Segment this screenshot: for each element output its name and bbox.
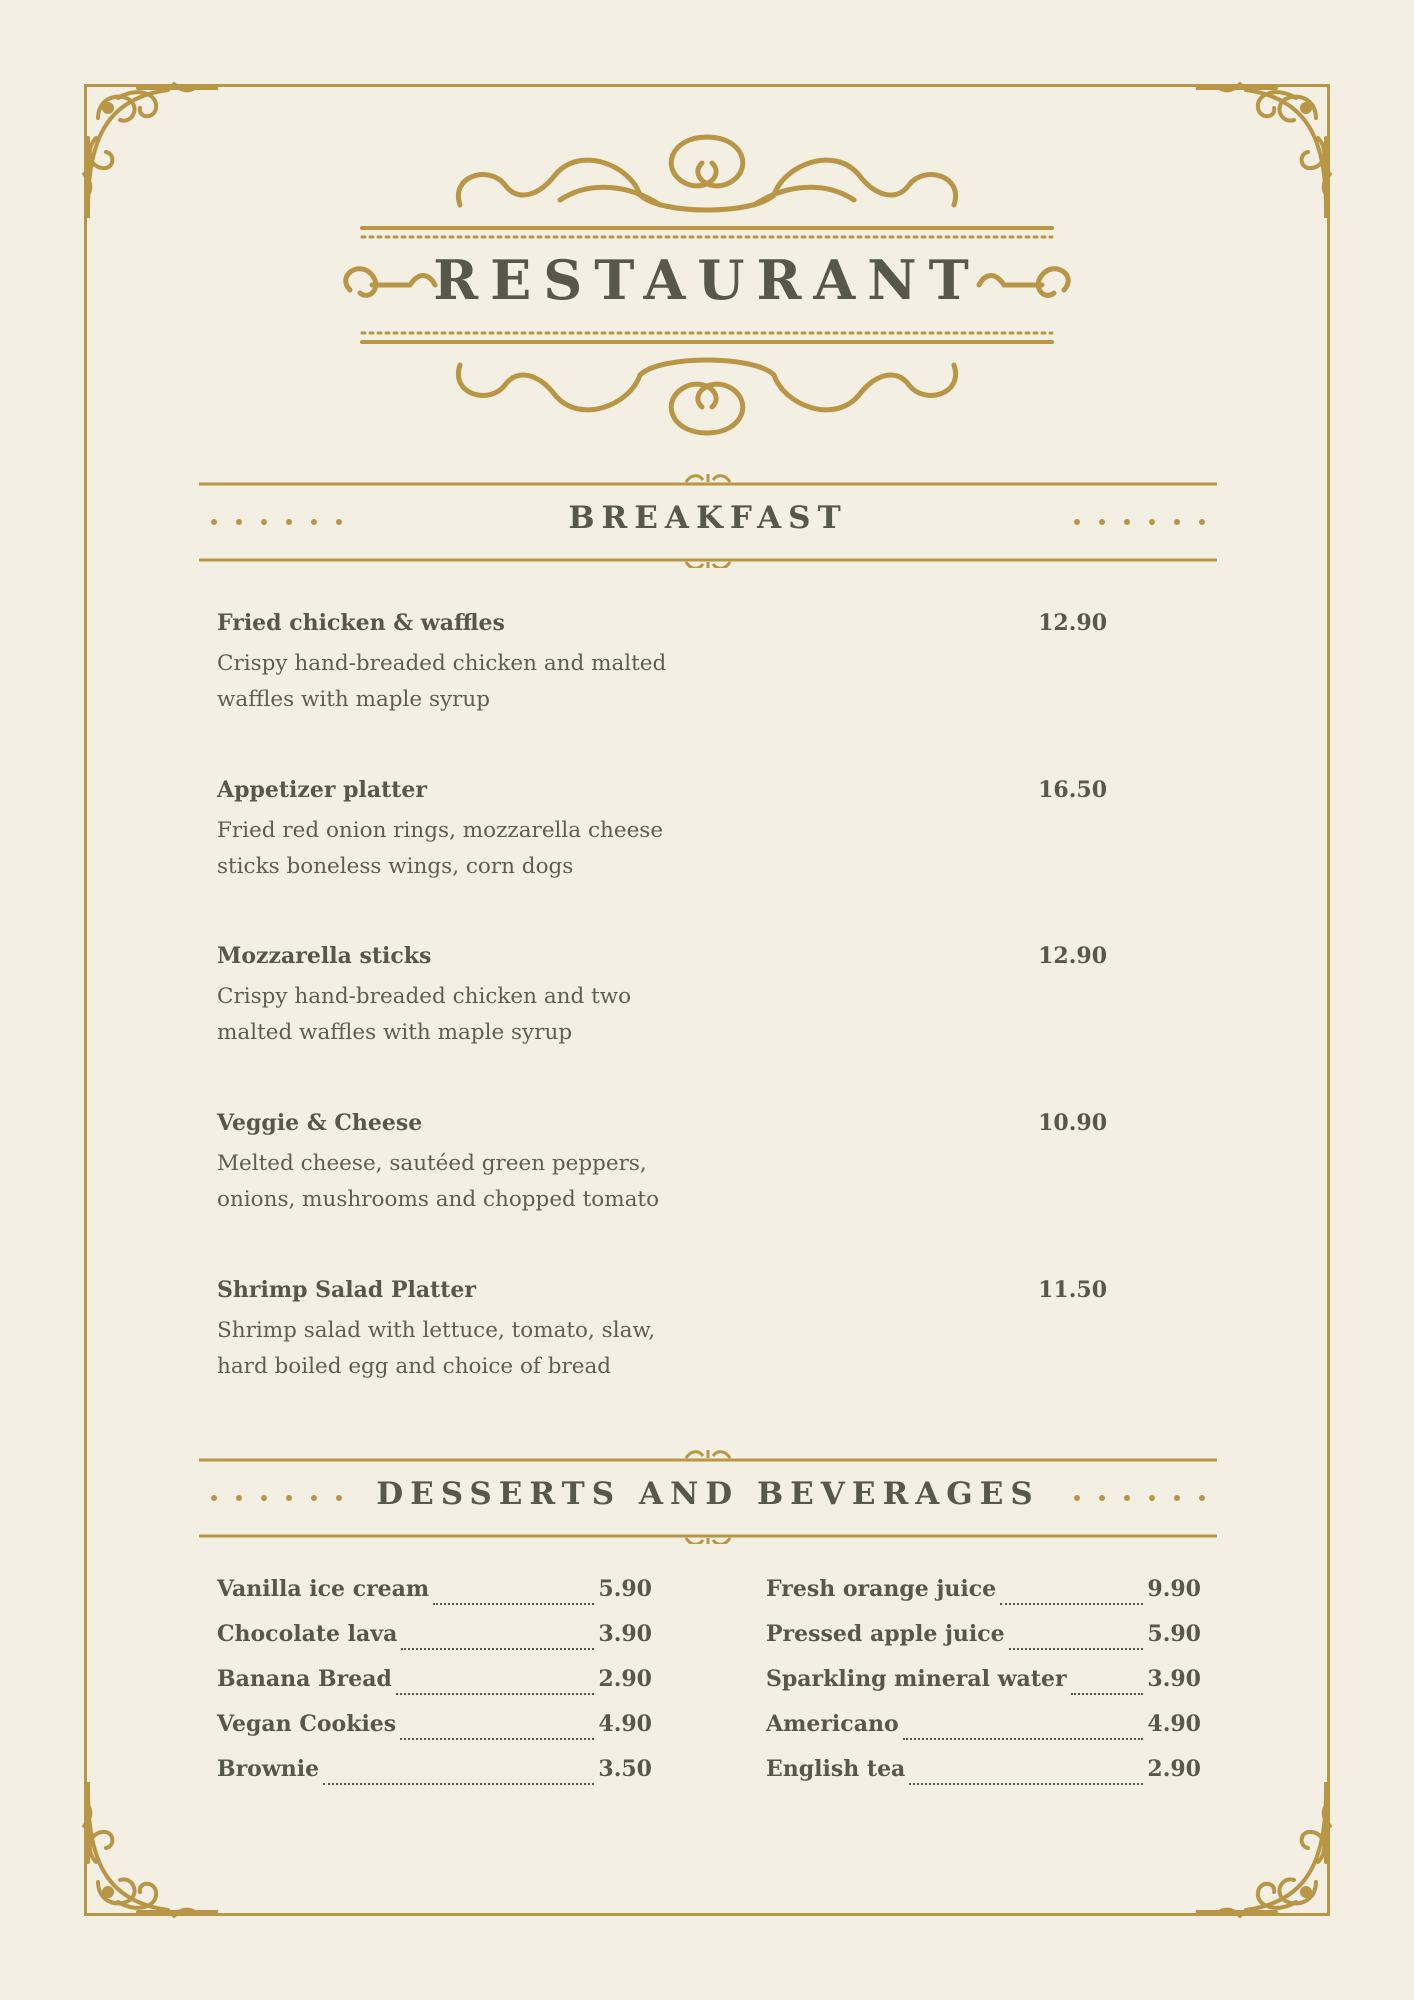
- dot-leader: [909, 1782, 1143, 1785]
- item-name: Mozzarella sticks: [217, 943, 432, 969]
- breakfast-section-header: [199, 472, 1217, 568]
- list-item: [766, 1621, 1201, 1666]
- breakfast-heading: BREAKFAST: [568, 500, 848, 536]
- desserts-list: [217, 1576, 652, 1801]
- dot-leader: [433, 1602, 594, 1605]
- item-description: Crispy hand-breaded chicken and two malted waffles with maple syrup: [217, 984, 632, 1045]
- item-price: 10.90: [1038, 1110, 1107, 1136]
- item-price: 4.90: [598, 1711, 652, 1737]
- list-item: [217, 1576, 652, 1621]
- desserts-heading: DESSERTS AND BEVERAGES: [376, 1476, 1040, 1512]
- item-price: 2.90: [1147, 1756, 1201, 1782]
- item-price: 3.90: [1147, 1666, 1201, 1692]
- corner-flourish-icon: [78, 78, 218, 218]
- item-name: Veggie & Cheese: [217, 1110, 423, 1136]
- dot-leader: [400, 1737, 594, 1740]
- dot-leader: [903, 1737, 1144, 1740]
- list-item: [217, 1621, 652, 1666]
- item-description: Crispy hand-breaded chicken and malted waffles with maple syrup: [217, 651, 667, 712]
- item-price: 5.90: [1147, 1621, 1201, 1647]
- list-item: [766, 1711, 1201, 1756]
- dot-leader: [1071, 1692, 1144, 1695]
- corner-flourish-icon: [1196, 78, 1336, 218]
- beverages-list: [766, 1576, 1201, 1801]
- item-name: Fresh orange juice: [766, 1576, 997, 1602]
- restaurant-title: RESTAURANT: [433, 248, 981, 312]
- item-name: Banana Bread: [217, 1666, 392, 1692]
- dot-leader: [323, 1782, 594, 1785]
- item-name: Chocolate lava: [217, 1621, 398, 1647]
- corner-flourish-icon: [78, 1782, 218, 1922]
- item-name: Fried chicken & waffles: [217, 610, 505, 636]
- item-price: 16.50: [1038, 777, 1107, 803]
- item-price: 11.50: [1038, 1277, 1107, 1303]
- item-description: Fried red onion rings, mozzarella cheese sticks boneless wings, corn dogs: [217, 818, 664, 879]
- item-price: 12.90: [1038, 943, 1107, 969]
- menu-item: [217, 1110, 1167, 1218]
- item-price: 9.90: [1147, 1576, 1201, 1602]
- item-name: Vanilla ice cream: [217, 1576, 430, 1602]
- list-item: [766, 1756, 1201, 1801]
- list-item: [766, 1666, 1201, 1711]
- menu-item: [217, 610, 1167, 718]
- list-item: [217, 1666, 652, 1711]
- item-price: 2.90: [598, 1666, 652, 1692]
- item-name: Vegan Cookies: [217, 1711, 397, 1737]
- item-price: 3.90: [598, 1621, 652, 1647]
- item-price: 5.90: [598, 1576, 652, 1602]
- desserts-section-header: [199, 1448, 1217, 1544]
- item-name: Sparkling mineral water: [766, 1666, 1067, 1692]
- item-description: Shrimp salad with lettuce, tomato, slaw, hard boiled egg and choice of bread: [217, 1318, 656, 1379]
- dot-leader: [1009, 1647, 1144, 1650]
- dot-leader: [401, 1647, 594, 1650]
- list-item: [217, 1711, 652, 1756]
- item-name: Shrimp Salad Platter: [217, 1277, 477, 1303]
- item-price: 12.90: [1038, 610, 1107, 636]
- dot-leader: [1000, 1602, 1143, 1605]
- menu-item: [217, 777, 1167, 885]
- item-name: English tea: [766, 1756, 906, 1782]
- menu-item: [217, 943, 1167, 1051]
- list-item: [766, 1576, 1201, 1621]
- item-name: Brownie: [217, 1756, 320, 1782]
- corner-flourish-icon: [1196, 1782, 1336, 1922]
- dot-leader: [396, 1692, 595, 1695]
- item-name: Americano: [766, 1711, 899, 1737]
- item-description: Melted cheese, sautéed green peppers, onions, mushrooms and chopped tomato: [217, 1151, 660, 1212]
- menu-item: [217, 1277, 1167, 1385]
- item-price: 3.50: [598, 1756, 652, 1782]
- item-name: Appetizer platter: [217, 777, 427, 803]
- item-price: 4.90: [1147, 1711, 1201, 1737]
- list-item: [217, 1756, 652, 1801]
- item-name: Pressed apple juice: [766, 1621, 1005, 1647]
